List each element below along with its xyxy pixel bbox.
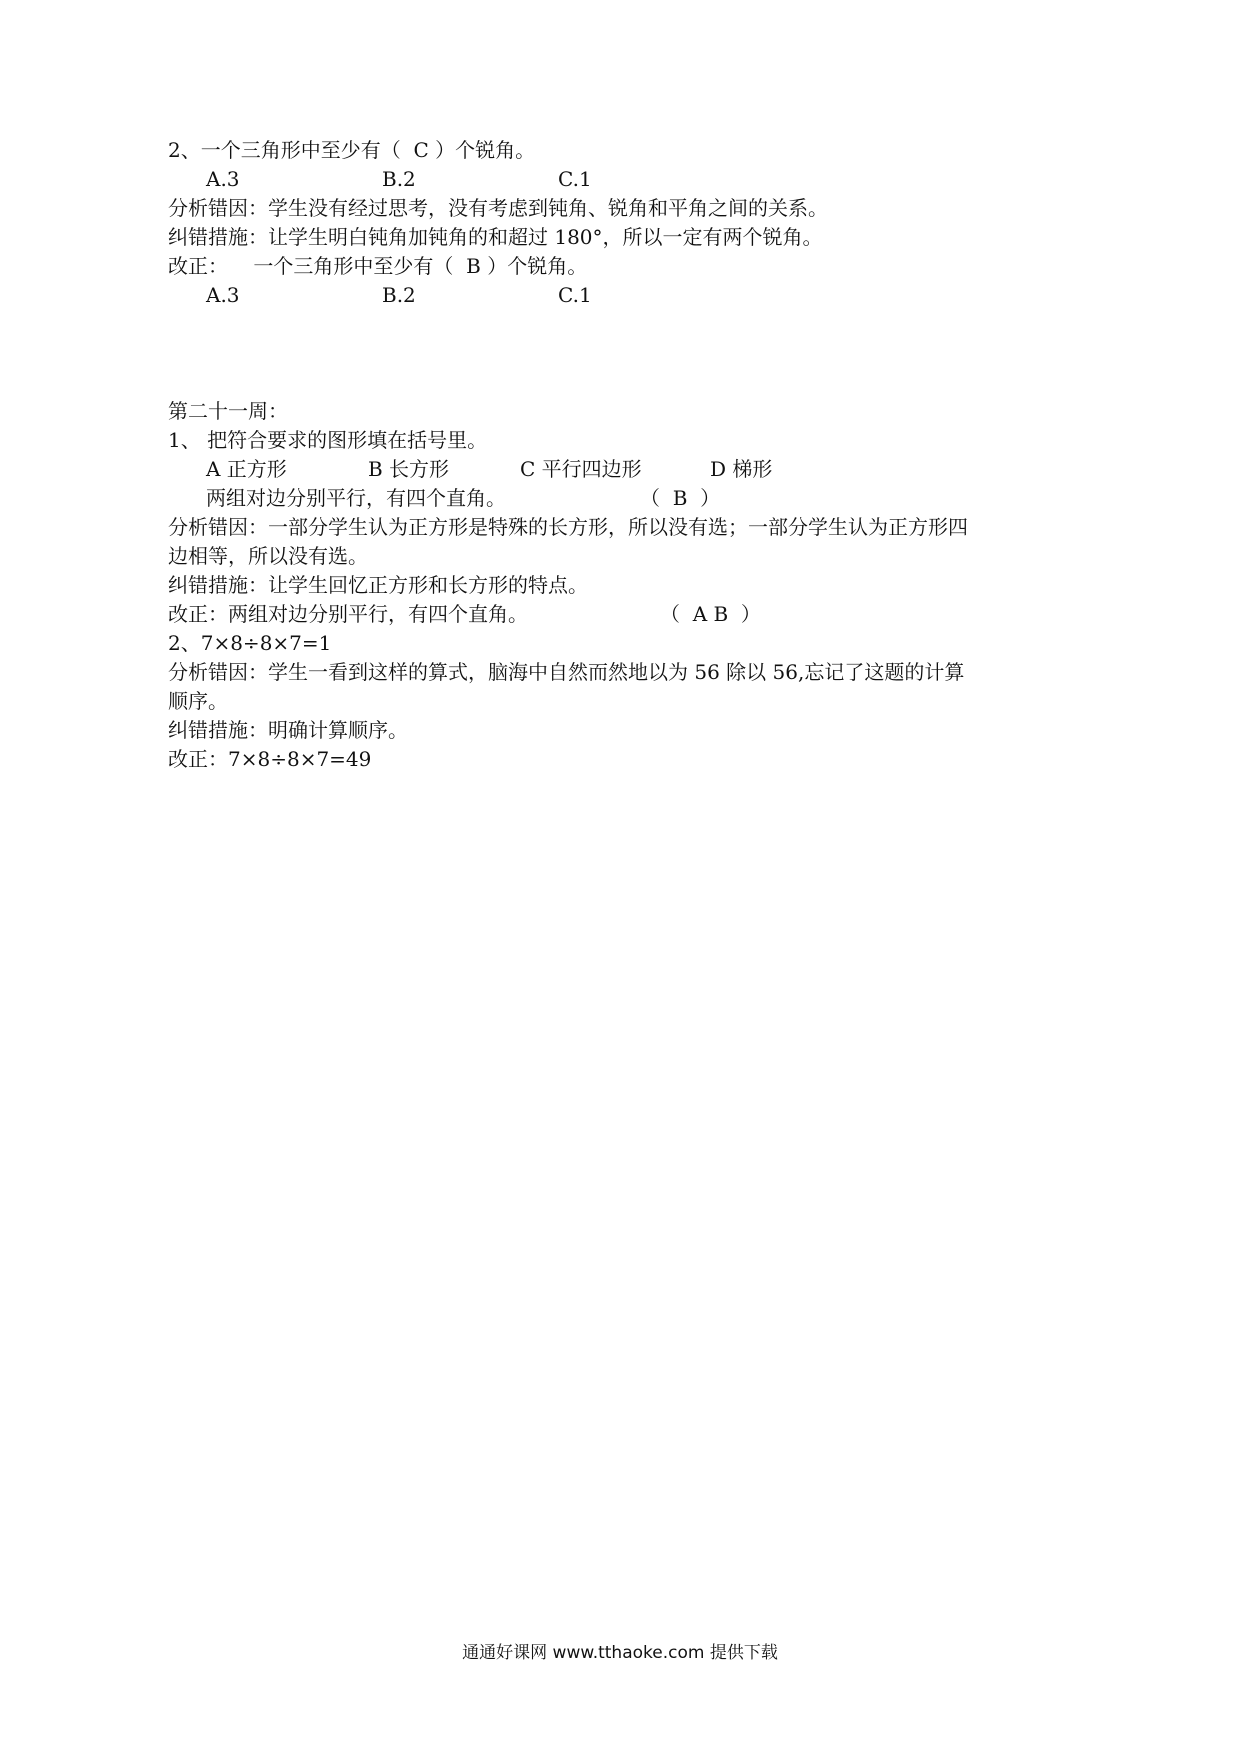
correction-option-a: A.3 [206,283,240,307]
remedy-text: 纠错措施：让学生明白钝角加钝角的和超过 180°，所以一定有两个锐角。 [168,225,823,249]
q2-correction: 改正：7×8÷8×7=49 [168,747,372,771]
option-a: A.3 [206,167,240,191]
correction-option-c: C.1 [558,283,592,307]
option-b: B.2 [382,167,416,191]
shape-option-d: D 梯形 [710,457,773,481]
option-c: C.1 [558,167,592,191]
shape-option-c: C 平行四边形 [520,457,642,481]
q1-remedy: 纠错措施：让学生回忆正方形和长方形的特点。 [168,573,588,597]
week-heading: 第二十一周： [168,399,288,423]
question-1: 1、 把符合要求的图形填在括号里。 [168,428,488,452]
q1-analysis-line1: 分析错因：一部分学生认为正方形是特殊的长方形，所以没有选；一部分学生认为正方形四 [168,515,968,539]
correction-text: 改正： 一个三角形中至少有（ B ）个锐角。 [168,254,588,278]
q1-analysis-line2: 边相等，所以没有选。 [168,544,368,568]
footer-credit: 通通好课网 www.tthaoke.com 提供下载 [462,1643,778,1663]
q1-correction: 改正：两组对边分别平行，有四个直角。 [168,602,528,626]
shape-option-b: B 长方形 [368,457,450,481]
q1-correction-answer: （ A B ） [660,602,761,626]
analysis-text: 分析错因：学生没有经过思考，没有考虑到钝角、锐角和平角之间的关系。 [168,196,828,220]
question-2: 2、一个三角形中至少有（ C ）个锐角。 [168,138,536,162]
question-2-calc: 2、7×8÷8×7=1 [168,631,332,655]
q1-answer: （ B ） [640,486,721,510]
q1-statement: 两组对边分别平行，有四个直角。 [206,486,506,510]
q2-analysis-line1: 分析错因：学生一看到这样的算式，脑海中自然而然地以为 56 除以 56,忘记了这题的计算 [168,660,965,684]
q2-remedy: 纠错措施：明确计算顺序。 [168,718,408,742]
correction-option-b: B.2 [382,283,416,307]
shape-option-a: A 正方形 [206,457,287,481]
q2-analysis-line2: 顺序。 [168,689,228,713]
